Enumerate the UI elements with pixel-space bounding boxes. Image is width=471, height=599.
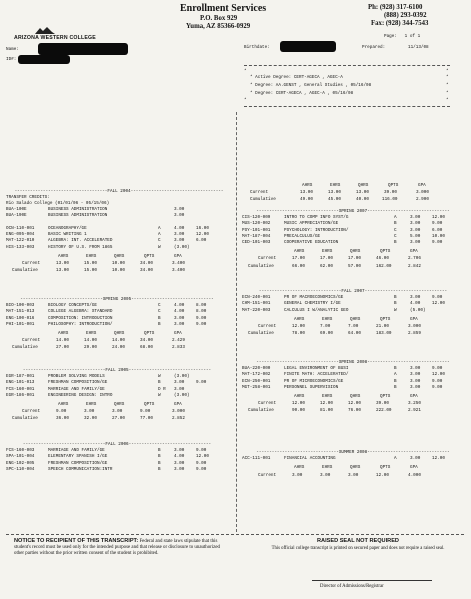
office-address-1: P.O. Box 929 [200,15,238,22]
summary-header: QPTS [380,316,391,322]
course-points: 8.00 [196,303,207,309]
summary-label: Cumulative [12,345,38,351]
summary-ahrs: 13.00 [56,261,69,266]
course-points: 9.00 [432,378,443,384]
summary-header: GPA [410,394,418,399]
summary-ehrs: 81.00 [320,408,333,414]
summary-qpts: 183.00 [376,331,392,337]
course-hours: 3.00 [410,372,421,378]
course-title: PRECALCULUS/GE [284,233,321,239]
course-code: ENG-101-013 [6,380,35,386]
term-title: FALL 2007 [341,289,365,294]
course-hours: 3.00 [410,378,421,384]
summary-gpa: 4.000 [408,472,421,478]
summary-ehrs: 29.00 [84,345,97,351]
course-points: 12.00 [432,215,445,221]
summary-header: AHRS [294,316,305,322]
summary-gpa: 2.921 [408,408,421,414]
course-grade: B [394,301,397,307]
fax-number: Fax: (928) 344-7543 [371,20,429,27]
office-address-2: Yuma, AZ 85366-0929 [186,23,251,30]
summary-header: QPTS [380,465,391,471]
summary-header: QHRS [350,316,361,322]
course-points: 6.00 [432,227,443,233]
course-points: 9.00 [196,315,207,321]
course-title: INTRO TO COMP INFO SYST/G [284,215,349,221]
summary-qhrs: 64.00 [348,331,361,337]
birthdate-label: Birthdate: [244,45,270,50]
summary-qhrs: 76.00 [348,408,361,414]
summary-header: EHRS [322,316,333,322]
course-points: 9.00 [432,240,443,245]
id-label: ID#: [6,57,17,62]
seal-body: This official college transcript is printed on secured paper and does not require a raised seal. [271,546,445,551]
course-grade: W [394,307,397,313]
course-hours: 3.00 [174,386,185,392]
course-hours: 3.00 [410,384,421,390]
notice-body: Federal and state laws stipulate that this student's record must be used only for the intended purpose and that release or disclosure to unauthorized other parties without the prior written consent of the student is prohibited. [14,539,220,556]
summary-header: QPTS [380,394,391,399]
course-title: PROBLEM SOLVING MODELS [48,374,105,380]
summary-ahrs: 90.00 [292,408,305,414]
course-code: SPC-110-004 [6,466,35,472]
course-title: COLLEGE ALGEBRA: STANDARD [48,309,113,315]
summary-header: QHRS [114,253,125,259]
summary-qhrs: 24.00 [112,345,125,351]
college-name: ARIZONA WESTERN COLLEGE [14,35,96,41]
course-points: 6.00 [196,238,207,244]
course-grade: C [158,303,161,309]
course-hours: 4.00 [174,454,185,460]
summary-header: GPA [174,402,182,407]
course-code: FCS-160-001 [6,386,35,392]
course-title: PERSONNEL SUPERVISION [284,384,339,390]
course-points: 12.00 [196,454,209,460]
summary-ehrs: 15.00 [84,268,97,274]
course-grade: A [394,372,397,378]
course-title: LEGAL ENVIRONMENT OF BUSI [284,366,349,372]
course-hours: 3.00 [174,238,185,244]
summary-ehrs: 15.00 [84,261,97,266]
seal-block [264,538,452,552]
course-title: ALGEBRA: INT. ACCELERATED [48,238,113,244]
summary-qpts: 46.00 [376,256,389,262]
course-code: MGT-258-001 [242,384,271,390]
summary-qpts: 39.00 [376,401,389,407]
summary-header: EHRS [322,249,333,255]
summary-header: EHRS [86,253,97,259]
course-grade: A [394,215,397,221]
summary-ehrs: 3.00 [320,472,331,478]
summary-qhrs: 57.00 [348,263,361,269]
summary-qhrs: 12.00 [348,401,361,407]
course-hours: 4.00 [410,301,421,307]
course-title: GENERAL CHEMISTRY I/GE [284,301,341,307]
office-title: Enrollment Services [180,3,267,14]
course-code: CIS-120-009 [242,215,271,221]
course-grade: C [394,233,397,239]
course-title: COMPOSITION: INTRODUCTION [48,315,113,321]
course-title: ENGINEERING DESIGN: INTRO [48,392,113,398]
course-title: MUSIC APPRECIATION/GE [284,221,339,227]
course-points: 8.00 [196,309,207,315]
course-code: ECN-250-001 [242,378,271,384]
right-column: AHRS EHRS QHRS QPTS GPA Current 13.00 13.00 13.00 39.00 3.000 Cumulative 49.00 45.00 40.00 116.00 2.900 --------------------------------SPRING 2007-------------------------------- CIS-120-009 INTRO TO COMP INFO SYST/G A 3.00 12.00 MUS-120-002 MUSIC APPRECIATION/GE B 3.00 9.00 PSY-101-001 PSYCHOLOGY: INTRODUCTION/ C 3.00 6.00 MAT-187-004 PRECALCULUS/GE C 5.00 10.00 CED-101-003 COOPERATIVE EDUCATION B 3.00 9.00 AHRS EHRS QHRS QPTS GPA Current 17.00 17.00 17.00 46.00 2.706 Cumulative 66.00 62.00 57.00 162.00 2.842 --------------------------------FALL 2007-------------------------------- ECN-240-001 PR OF MACROECONOMICS/GE B 3.00 9.00 CHM-151-001 GENERAL CHEMISTRY I/GE B 4.00 12.00 MAT-220-003 CALCULUS I W/ANALYTIC GEO W (5.00) AHRS EHRS QHRS QPTS GPA Current 12.00 7.00 7.00 21.00 3.000 Cumulative 78.00 69.00 64.00 183.00 2.859 --------------------------------SPRING 2008-------------------------------- BUA-220-000 LEGAL ENVIRONMENT OF BUSI B 3.00 9.00 MAT-172-002 FINITE MATH: ACCELERATED/ A 3.00 12.00 ECN-250-001 PR OF MICROECONOMICS/GE B 3.00 9.00 MGT-258-001 PERSONNEL SUPERVISION B 3.00 9.00 AHRS EHRS QHRS QPTS GPA Current 12.00 12.00 12.00 39.00 3.250 Cumulative 90.00 81.00 76.00 222.00 2.921 --------------------------------SUMMER 2008-------------------------------- ACC-111-001 FINANCIAL ACCOUNTING A 3.00 12.00 AHRS EHRS QHRS QPTS GPA Current 3.00 3.00 3.00 12.00 4.000 [0,0,471,599]
summary-qpts: 162.00 [376,263,392,269]
course-points: 12.00 [432,456,445,462]
course-title: OCEANOGRAPHY/GE [48,226,87,231]
course-grade: W [158,374,161,380]
summary-ahrs: 9.00 [56,409,67,415]
summary-qhrs: 3.00 [112,409,123,415]
course-title: PR OF MACROECONOMICS/GE [284,295,344,301]
left-column: ------------------------------------FALL 2004------------------------------------ TRANSFER CREDITS: Rio Salado College (01/01/06 - 05/15/06) BUA-100E BUSINESS ADMINISTRATION 3.00 BUA-190E BUSINESS ADMINISTRATION 3.00 OCN-110-001 OCEANOGRAPHY/GE A 4.00 16.00 ENG-095-004 BASIC WRITING 1 A 3.00 12.00 MAT-122-010 ALGEBRA: INT. ACCELERATED C 3.00 6.00 HIS-133-003 HISTORY OF U.S. FROM 1865 W (3.00) AHRS EHRS QHRS QPTS GPA Current 13.00 15.00 10.00 34.00 3.400 Cumulative 13.00 15.00 10.00 34.00 3.400 --------------------------------SPRING 2005-------------------------------- BIO-100-003 BIOLOGY CONCEPTS/GE C 4.00 8.00 MAT-151-013 COLLEGE ALGEBRA: STANDARD C 4.00 8.00 ENG-100-016 COMPOSITION: INTRODUCTION B 3.00 9.00 PHI-101-001 PHILOSOPHY: INTRODUCTION/ B 3.00 9.00 AHRS EHRS QHRS QPTS GPA Current 14.00 14.00 14.00 34.00 2.429 Cumulative 27.00 29.00 24.00 68.00 2.833 --------------------------------FALL 2005-------------------------------- EGR-187-001 PROBLEM SOLVING MODELS W (3.00) ENG-101-013 FRESHMAN COMPOSITION/GE B 3.00 9.00 FCS-160-001 MARRIAGE AND FAMILY/GE D R 3.00 EGR-186-001 ENGINEERING DESIGN: INTRO W (3.00) AHRS EHRS QHRS QPTS GPA Current 9.00 3.00 3.00 9.00 3.000 Cumulative 36.00 32.00 27.00 77.00 2.852 --------------------------------FALL 2006-------------------------------- FCS-160-003 MARRIAGE AND FAMILY/GE B 3.00 9.00 SPA-101-004 ELEMENTARY SPANISH I/GE B 4.00 12.00 ENG-102-005 FRESHMAN COMPOSITION/GE B 3.00 9.00 SPC-110-004 SPEECH COMMUNICATION:INTR B 3.00 9.00 [0,0,236,599]
course-grade: B [158,315,161,321]
course-title: PR OF MICROECONOMICS/GE [284,378,344,384]
course-hours: 4.00 [174,226,185,231]
course-hours: (5.00) [410,307,426,313]
course-code: BUA-220-000 [242,366,271,372]
course-title: PSYCHOLOGY: INTRODUCTION/ [284,227,349,233]
summary-label: Current [22,261,41,266]
summary-qpts: 77.00 [140,416,153,422]
term-title: SPRING 2005 [102,297,132,302]
summary-qpts: 12.00 [376,472,389,478]
toll-free-number: (888) 293-0392 [384,12,427,19]
name-label: Name: [6,47,19,52]
summary-header: AHRS [294,394,305,399]
summary-header: GPA [410,249,418,255]
course-points: 9.00 [196,460,207,466]
summary-gpa: 2.429 [172,338,185,344]
term-header: --------------------------------FALL 2006-------------------------------- [22,442,212,447]
course-title: HISTORY OF U.S. FROM 1865 [48,244,113,250]
course-hours: 3.00 [410,227,421,233]
summary-label: Current [258,324,277,329]
course-code: PHI-101-001 [6,321,35,327]
summary-ehrs: 62.00 [320,263,333,269]
summary-header: AHRS [294,249,305,255]
course-code: MAT-187-004 [242,233,271,239]
term-header: --------------------------------FALL 2007-------------------------------- [258,289,448,294]
transcript-page: ARIZONA WESTERN COLLEGE Enrollment Services P.O. Box 929 Yuma, AZ 85366-0929 Ph: (928) 317-6100 (888) 293-0392 Fax: (928) 344-7543 Page: 1 of 1 Name: ID#: Birthdate: Prepared: 11/13/08 * * * * * Active Degree: CERT-AGECA , AGEC-A * Degree: AA.GENST , General Studies , 05/16/08 * Degree: CERT-AGECA , AGEC-A , 05/16/08 * * * ------------------------------------FALL 2004------------------------------------ TRANSFER CREDITS: Rio Salado College (01/01/06 - 05/15/06) BUA-100E BUSINESS ADMINISTRATION 3.00 BUA-190E BUSINESS ADMINISTRATION 3.00 OCN-110-001 OCEANOGRAPHY/GE A 4.00 16.00 ENG-095-004 BASIC WRITING 1 A 3.00 12.00 MAT-122-010 ALGEBRA: INT. ACCELERATED C 3.00 6.00 HIS-133-003 HISTORY OF U.S. FROM 1865 W (3.00) AHRS EHRS QHRS QPTS GPA Current 13.00 15.00 10.00 34.00 3.400 Cumulative 13.00 15.00 10.00 34.00 3.400 --------------------------------SPRING 2005-------------------------------- BIO-100-003 BIOLOGY CONCEPTS/GE C 4.00 8.00 MAT-151-013 COLLEGE ALGEBRA: STANDARD C 4.00 8.00 ENG-100-016 COMPOSITION: INTRODUCTION B 3.00 9.00 PHI-101-001 PHILOSOPHY: INTRODUCTION/ B 3.00 9.00 AHRS EHRS QHRS QPTS GPA Current 14.00 14.00 14.00 34.00 2.429 Cumulative 27.00 29.00 24.00 68.00 2.833 --------------------------------FALL 2005-------------------------------- EGR-187-001 PROBLEM SOLVING MODELS W (3.00) ENG-101-013 FRESHMAN COMPOSITION/GE B 3.00 9.00 FCS-160-001 MARRIAGE AND FAMILY/GE D R 3.00 EGR-186-001 ENGINEERING DESIGN: INTRO W (3.00) AHRS EHRS QHRS QPTS GPA Current 9.00 3.00 3.00 9.00 3.000 Cumulative 36.00 32.00 27.00 77.00 2.852 --------------------------------FALL 2006-------------------------------- FCS-160-003 MARRIAGE AND FAMILY/GE B 3.00 9.00 SPA-101-004 ELEMENTARY SPANISH I/GE B 4.00 12.00 ENG-102-005 FRESHMAN COMPOSITION/GE B 3.00 9.00 SPC-110-004 SPEECH COMMUNICATION:INTR B 3.00 9.00 AHRS EHRS QHRS QPTS GPA Current 13.00 13.00 13.00 39.00 3.000 Cumulative 49.00 45.00 40.00 116.00 2.900 --------------------------------SPRING 2007-------------------------------- CIS-120-009 INTRO TO COMP INFO SYST/G A 3.00 12.00 MUS-120-002 MUSIC APPRECIATION/GE B 3.00 9.00 PSY-101-001 PSYCHOLOGY: INTRODUCTION/ C 3.00 6.00 MAT-187-004 PRECALCULUS/GE C 5.00 10.00 CED-101-003 COOPERATIVE EDUCATION B 3.00 9.00 AHRS EHRS QHRS QPTS GPA Current 17.00 17.00 17.00 46.00 2.706 Cumulative 66.00 62.00 57.00 162.00 2.842 --------------------------------FALL 2007-------------------------------- ECN-240-001 PR OF MACROECONOMICS/GE B 3.00 9.00 CHM-151-001 GENERAL CHEMISTRY I/GE B 4.00 12.00 MAT-220-003 CALCULUS I W/ANALYTIC GEO W (5.00) AHRS EHRS QHRS QPTS GPA Current 12.00 7.00 7.00 21.00 3.000 Cumulative 78.00 69.00 64.00 183.00 2.859 --------------------------------SPRING 2008-------------------------------- BUA-220-000 LEGAL ENVIRONMENT OF BUSI B 3.00 9.00 MAT-172-002 FINITE MATH: ACCELERATED/ A 3.00 12.00 ECN-250-001 PR OF MICROECONOMICS/GE B 3.00 9.00 MGT-258-001 PERSONNEL SUPERVISION B 3.00 9.00 AHRS EHRS QHRS QPTS GPA Current 12.00 12.00 12.00 39.00 3.250 Cumulative 90.00 81.00 76.00 222.00 2.921 --------------------------------SUMMER 2008-------------------------------- ACC-111-001 FINANCIAL ACCOUNTING A 3.00 12.00 AHRS EHRS QHRS QPTS GPA Current 3.00 3.00 3.00 12.00 4.000 NOTICE TO RECIPIENT OF THIS TRANSCRIPT: Federal and state laws stipulate that this student's record must be used only for the intended purpose and that release or disclosure to unauthorized other parties without the prior written consent of the student is prohibited. RAISED SEAL NOT REQUIRED This official college transcript is printed on secured paper and does not require a raised seal. Director of Admissions/Registrar [0,0,471,599]
summary-gpa: 3.000 [408,324,421,329]
summary-header: QHRS [350,249,361,255]
course-title: CALCULUS I W/ANALYTIC GEO [284,307,349,313]
summary-gpa: 3.400 [172,261,185,266]
course-grade: W [158,392,161,398]
summary-header: QPTS [144,253,155,259]
summary-header: GPA [174,331,182,336]
course-title: PHILOSOPHY: INTRODUCTION/ [48,321,113,327]
course-points: 9.00 [196,321,207,327]
prepared-date: 11/13/08 [408,45,429,50]
transfer-school: Rio Salado College (01/01/06 - 05/15/06) [6,201,110,206]
summary-header: EHRS [86,402,97,407]
page-indicator: Page: 1 of 1 [384,34,421,39]
course-hours: 3.00 [410,456,421,462]
prepared-label: Prepared: [362,45,386,50]
summary-label: Cumulative [248,263,274,269]
summary-qhrs: 17.00 [348,256,361,262]
term-header: --------------------------------SPRING 2008-------------------------------- [256,360,450,365]
course-code: ECN-240-001 [242,295,271,301]
course-code: ACC-111-001 [242,456,271,462]
course-grade: B [158,454,161,460]
summary-qhrs: 7.00 [348,324,359,329]
signature-line [312,580,432,581]
course-hours: 3.00 [174,466,185,472]
summary-ahrs: 3.00 [292,472,303,478]
course-grade: B [158,466,161,472]
summary-ehrs: 17.00 [320,256,333,262]
term-header: --------------------------------SUMMER 2008-------------------------------- [256,450,450,455]
summary-header: GPA [174,253,182,259]
notice-title: NOTICE TO RECIPIENT OF THIS TRANSCRIPT: [14,538,139,544]
course-hours: (3.00) [174,244,190,250]
summary-qpts: 68.00 [140,345,153,351]
course-points: 12.00 [432,372,445,378]
summary-label: Cumulative [248,331,274,337]
course-title: FRESHMAN COMPOSITION/GE [48,380,108,386]
term-header-fall-2004: ------------------------------------FALL 2004------------------------------------ [14,189,224,194]
course-title: COOPERATIVE EDUCATION [284,240,339,245]
summary-qhrs: 10.00 [112,261,125,266]
summary-header: QPTS [144,331,155,336]
summary-header: GPA [410,316,418,322]
course-hours: 3.00 [174,232,185,238]
course-code: MAT-220-003 [242,307,271,313]
course-points: 9.00 [196,466,207,472]
summary-header: EHRS [322,465,333,471]
course-grade: W [158,244,161,250]
course-code: SPA-101-004 [6,454,35,460]
course-code: CED-101-003 [242,240,271,245]
summary-header: EHRS [86,331,97,336]
course-grade: B [394,366,397,372]
summary-header: AHRS [58,402,69,407]
course-grade: B [158,380,161,386]
term-title: FALL 2005 [105,368,129,373]
summary-header: QHRS [114,402,125,407]
course-code: MAT-151-013 [6,309,35,315]
summary-gpa: 2.842 [408,263,421,269]
notice-block [14,538,230,557]
summary-header: QHRS [350,465,361,471]
course-code: OCN-110-001 [6,226,35,231]
summary-ahrs: 12.00 [292,401,305,407]
summary-ehrs: 14.00 [84,338,97,344]
course-title: BASIC WRITING 1 [48,232,87,238]
course-grade: C [158,238,161,244]
summary-label: Cumulative [12,416,38,422]
summary-qpts: 34.00 [140,261,153,266]
course-grade: C [158,309,161,315]
summary-ehrs: 3.00 [84,409,95,415]
course-hours: 3.00 [174,315,185,321]
course-grade: B [158,448,161,454]
course-title: FINANCIAL ACCOUNTING [284,456,336,462]
course-hours: 3.00 [410,221,421,227]
course-title: BIOLOGY CONCEPTS/GE [48,303,97,309]
course-grade: B [158,321,161,327]
course-hours: 3.00 [174,380,185,386]
summary-ahrs: 78.00 [292,331,305,337]
summary-ahrs: 12.00 [292,324,305,329]
course-points: 9.00 [432,295,443,301]
course-title: ELEMENTARY SPANISH I/GE [48,454,108,460]
course-hours: 3.00 [410,366,421,372]
summary-qpts: 9.00 [140,409,151,415]
summary-gpa: 2.833 [172,345,185,351]
summary-ahrs: 36.00 [56,416,69,422]
course-code: FCS-160-003 [6,448,35,454]
course-points: 12.00 [432,301,445,307]
course-points: 10.00 [432,233,445,239]
course-points: 9.00 [432,384,443,390]
summary-label: Current [258,401,277,407]
course-points: 9.00 [196,448,207,454]
course-code: PSY-101-001 [242,227,271,233]
term-header: --------------------------------SPRING 2007-------------------------------- [256,209,450,214]
course-hours: 3.00 [174,448,185,454]
summary-label: Current [258,472,277,478]
course-grade: B [158,460,161,466]
course-hours: 3.00 [410,240,421,245]
summary-gpa: 3.400 [172,268,185,274]
summary-ehrs: 7.00 [320,324,331,329]
course-code: MAT-122-010 [6,238,35,244]
summary-label: Current [22,338,41,344]
summary-qpts: 34.00 [140,338,153,344]
course-title: MARRIAGE AND FAMILY/GE [48,448,105,454]
course-points: 9.00 [432,366,443,372]
summary-ehrs: 12.00 [320,401,333,407]
course-hours: (3.00) [174,392,190,398]
registrar-title: Director of Admissions/Registrar [320,584,384,589]
summary-ahrs: 66.00 [292,263,305,269]
active-degree: * Active Degree: CERT-AGECA , AGEC-A [250,75,343,80]
degree-general-studies: * Degree: AA.GENST , General Studies , 05/16/08 [250,83,372,88]
summary-gpa: 2.859 [408,331,421,337]
term-title: SUMMER 2008 [338,450,368,455]
seal-title: RAISED SEAL NOT REQUIRED [317,538,399,544]
course-grade: A [158,232,161,238]
summary-gpa: 3.250 [408,401,421,407]
summary-qpts: 21.00 [376,324,389,329]
summary-label: Cumulative [12,268,38,274]
summary-qhrs: 27.00 [112,416,125,422]
footer-divider [6,534,464,535]
course-title: MARRIAGE AND FAMILY/GE [48,386,105,392]
summary-ahrs: 17.00 [292,256,305,262]
course-code: CHM-151-001 [242,301,271,307]
course-title: SPEECH COMMUNICATION:INTR [48,466,113,472]
summary-gpa: 3.000 [172,409,185,415]
summary-header: AHRS [294,465,305,471]
summary-gpa: 2.706 [408,256,421,262]
summary-header: QPTS [144,402,155,407]
summary-ehrs: 32.00 [84,416,97,422]
course-code: ENG-100-016 [6,315,35,321]
summary-header: GPA [410,465,418,471]
summary-qhrs: 10.00 [112,268,125,274]
transfer-title: TRANSFER CREDITS: [6,195,50,200]
summary-header: AHRS [58,253,69,259]
course-code: HIS-133-003 [6,244,35,250]
course-hours: 4.00 [174,309,185,315]
summary-qpts: 34.00 [140,268,153,274]
summary-ahrs: 14.00 [56,338,69,344]
course-title: FINITE MATH: ACCELERATED/ [284,372,349,378]
course-code: MAT-172-002 [242,372,271,378]
phone-number: Ph: (928) 317-6100 [368,4,423,11]
summary-gpa: 2.852 [172,416,185,422]
summary-qhrs: 14.00 [112,338,125,344]
course-code: ENG-102-005 [6,460,35,466]
course-hours: 3.00 [174,460,185,466]
term-title: SPRING 2008 [338,360,368,365]
course-points: 9.00 [196,380,207,386]
degree-agec: * Degree: CERT-AGECA , AGEC-A , 05/16/08 [250,91,354,96]
course-hours: 3.00 [410,295,421,301]
course-code: EGR-187-001 [6,374,35,380]
course-grade: B [394,378,397,384]
course-grade: A [158,226,161,231]
course-grade: B [394,384,397,390]
course-points: 16.00 [196,226,209,231]
course-grade: B [394,240,397,245]
summary-header: EHRS [322,394,333,399]
course-hours: 4.00 [174,303,185,309]
course-hours: (3.00) [174,374,190,380]
summary-qhrs: 3.00 [348,472,359,478]
summary-header: AHRS [58,331,69,336]
summary-qpts: 222.00 [376,408,392,414]
summary-header: QHRS [350,394,361,399]
course-grade: A [394,456,397,462]
summary-header: QPTS [380,249,391,255]
summary-ehrs: 69.00 [320,331,333,337]
course-grade: D R [158,386,166,392]
course-grade: C [394,227,397,233]
term-header: --------------------------------FALL 2005-------------------------------- [22,368,212,373]
course-points: 9.00 [432,221,443,227]
summary-header: QHRS [114,331,125,336]
course-code: BIO-100-003 [6,303,35,309]
summary-ahrs: 27.00 [56,345,69,351]
summary-label: Cumulative [248,408,274,414]
course-hours: 5.00 [410,233,421,239]
course-code: EGR-186-001 [6,392,35,398]
course-grade: B [394,221,397,227]
course-grade: B [394,295,397,301]
course-hours: 3.00 [410,215,421,221]
course-code: MUS-120-002 [242,221,271,227]
summary-label: Current [258,256,277,262]
course-points: 12.00 [196,232,209,238]
summary-ahrs: 13.00 [56,268,69,274]
course-title: FRESHMAN COMPOSITION/GE [48,460,108,466]
term-title: FALL 2006 [105,442,129,447]
term-title: SPRING 2007 [338,209,368,214]
course-hours: 3.00 [174,321,185,327]
summary-label: Current [22,409,41,415]
term-header: --------------------------------SPRING 2005-------------------------------- [20,297,214,302]
course-code: ENG-095-004 [6,232,35,238]
